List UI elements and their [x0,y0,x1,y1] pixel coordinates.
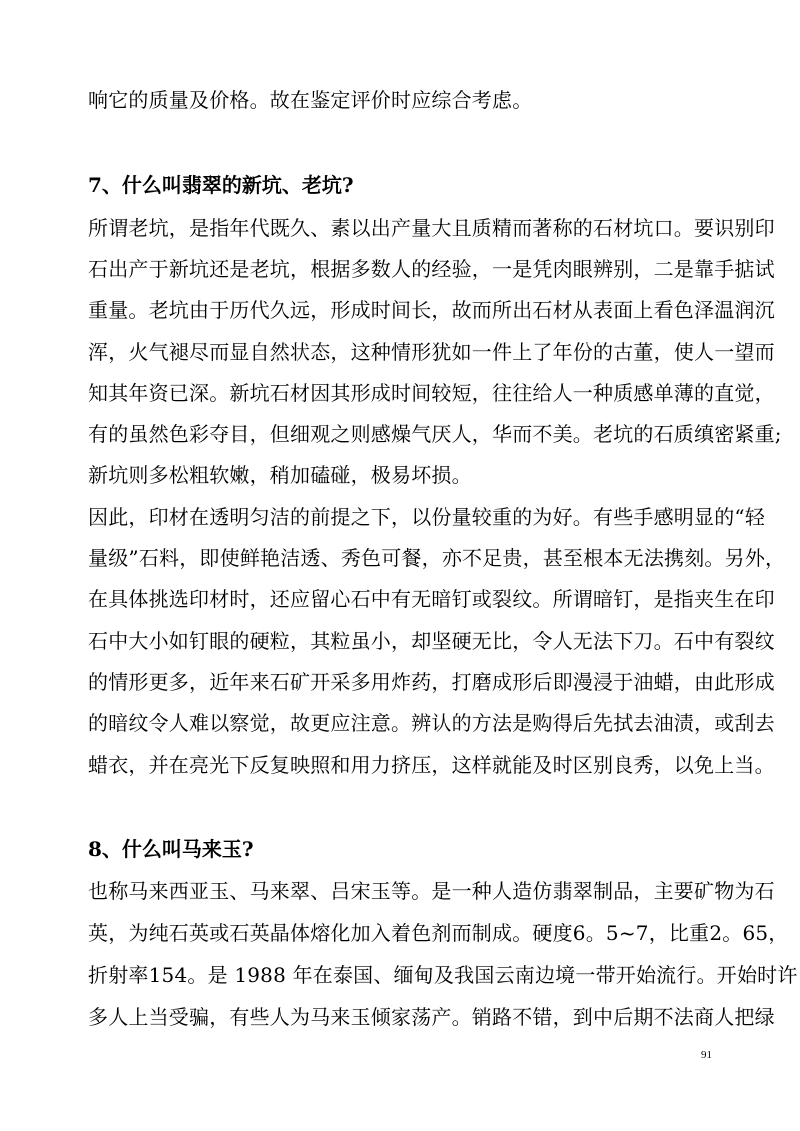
intro-line: 响它的质量及价格。故在鉴定评价时应综合考虑。 [88,88,533,112]
paragraph-line: 石出产于新坑还是老坑，根据多数人的经验，一是凭肉眼辨别，二是靠手掂试 [88,257,775,281]
paragraph-line: 的暗纹令人难以察觉，故更应注意。辨认的方法是购得后先拭去油渍，或刮去 [88,711,775,735]
paragraph-line: 的情形更多，近年来石矿开采多用炸药，打磨成形后即漫浸于油蜡，由此形成 [88,670,775,694]
paragraph-line: 因此，印材在透明匀洁的前提之下，以份量较重的为好。有些手感明显的“轻 [88,505,766,529]
paragraph-line: 蜡衣，并在亮光下反复映照和用力挤压，这样就能及时区别良秀，以免上当。 [88,753,775,777]
paragraph-line: 多人上当受骗，有些人为马来玉倾家荡产。销路不错，到中后期不法商人把绿 [88,1005,775,1029]
paragraph-line: 新坑则多松粗软嫩，稍加磕碰，极易坏损。 [88,463,472,487]
paragraph-line: 也称马来西亚玉、马来翠、吕宋玉等。是一种人造仿翡翠制品，主要矿物为石 [88,879,775,903]
section-8-heading: 8、什么叫马来玉? [88,837,254,861]
paragraph-line: 在具体挑选印材时，还应留心石中有无暗钉或裂纹。所谓暗钉，是指夹生在印 [88,587,775,611]
paragraph-line: 折射率154。是 1988 年在泰国、缅甸及我国云南边境一带开始流行。开始时许 [88,963,798,987]
paragraph-line: 石中大小如钉眼的硬粒，其粒虽小，却坚硬无比，令人无法下刀。石中有裂纹 [88,629,775,653]
page-number: 91 [701,1049,712,1061]
paragraph-line: 量级”石料，即使鲜艳洁透、秀色可餐，亦不足贵，甚至根本无法携刻。另外， [88,546,786,570]
paragraph-line: 重量。老坑由于历代久远，形成时间长，故而所出石材从表面上看色泽温润沉 [88,298,775,322]
paragraph-line: 知其年资已深。新坑石材因其形成时间较短，往往给人一种质感单薄的直觉， [88,381,775,405]
section-7-heading: 7、什么叫翡翠的新坑、老坑? [88,173,354,197]
paragraph-line: 浑，火气褪尽而显自然状态，这种情形犹如一件上了年份的古董，使人一望而 [88,340,775,364]
paragraph-line: 英，为纯石英或石英晶体熔化加入着色剂而制成。硬度6。5~7，比重2。65， [88,921,789,945]
paragraph-line: 有的虽然色彩夺目，但细观之则感燥气厌人，华而不美。老坑的石质缜密紧重; [88,422,782,446]
paragraph-line: 所谓老坑，是指年代既久、素以出产量大且质精而著称的石材坑口。要识别印 [88,216,775,240]
